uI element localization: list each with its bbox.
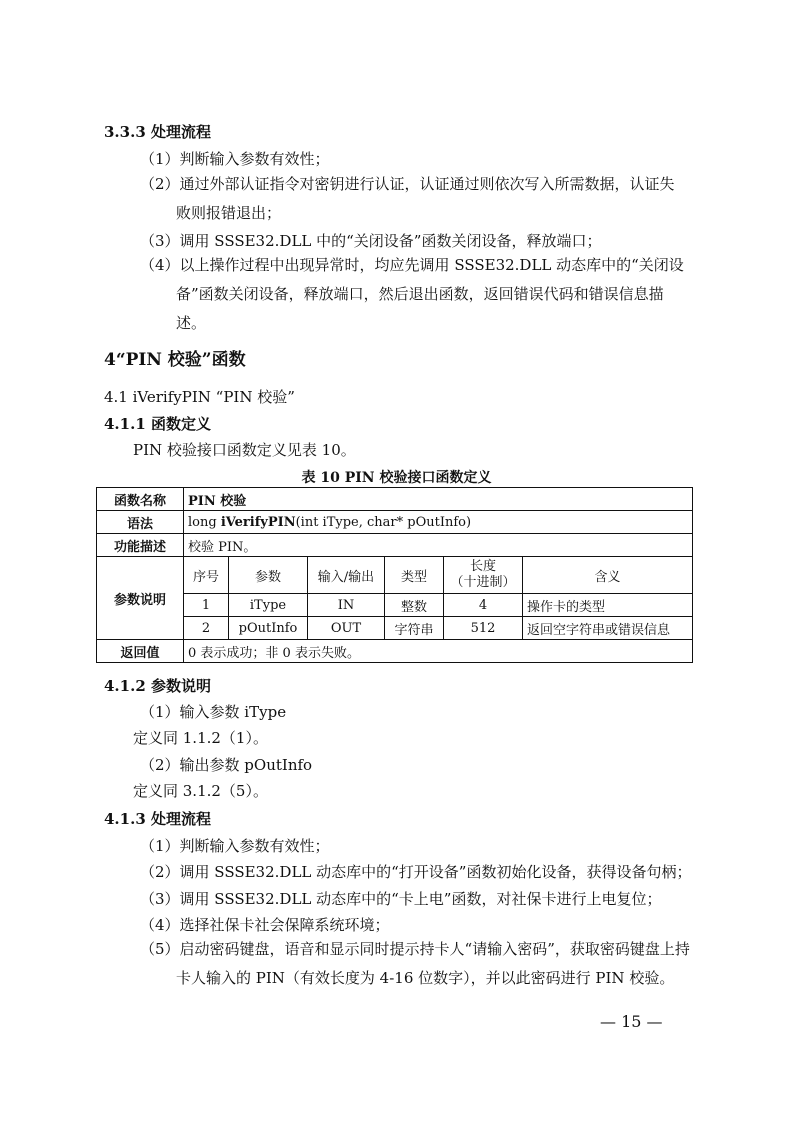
cell-io: OUT xyxy=(308,617,385,640)
table-row xyxy=(97,534,693,557)
list-item: （3）调用 SSSE32.DLL 动态库中的“卡上电”函数，对社保卡进行上电复位； xyxy=(140,890,662,908)
list-item xyxy=(140,251,685,338)
section-heading-4-1-1: 4.1.1 函数定义 xyxy=(104,415,211,433)
table-header-row xyxy=(97,557,693,594)
paragraph: （2）输出参数 pOutInfo xyxy=(140,756,313,774)
paragraph: PIN 校验接口函数定义见表 10。 xyxy=(133,441,356,459)
cell-param: pOutInfo xyxy=(229,617,308,640)
col-header-meaning: 含义 xyxy=(523,557,693,594)
cell-length: 512 xyxy=(444,617,523,640)
table-value-syntax xyxy=(184,511,693,534)
table-label-description: 功能描述 xyxy=(97,534,184,557)
list-item xyxy=(140,170,685,228)
table-row xyxy=(97,617,693,640)
section-heading-4-1-2: 4.1.2 参数说明 xyxy=(104,677,211,695)
section-heading-4-1-3: 4.1.3 处理流程 xyxy=(104,810,211,828)
chapter-heading-4: 4“PIN 校验”函数 xyxy=(104,350,246,370)
table-row xyxy=(97,511,693,534)
table-row xyxy=(97,488,693,511)
section-heading-3-3-3: 3.3.3 处理流程 xyxy=(104,123,211,141)
table-label-name: 函数名称 xyxy=(97,488,184,511)
list-item: （1）判断输入参数有效性； xyxy=(140,150,330,168)
list-item: （2）调用 SSSE32.DLL 动态库中的“打开设备”函数初始化设备，获得设备句柄； xyxy=(140,863,692,881)
table-label-return: 返回值 xyxy=(97,640,184,663)
table-caption: 表 10 PIN 校验接口函数定义 xyxy=(301,470,492,486)
table-value-name: PIN 校验 xyxy=(184,488,693,511)
table-label-syntax: 语法 xyxy=(97,511,184,534)
cell-no: 1 xyxy=(184,594,229,617)
cell-no: 2 xyxy=(184,617,229,640)
col-header-length xyxy=(444,557,523,594)
function-definition-table xyxy=(96,487,693,663)
paragraph: （1）输入参数 iType xyxy=(140,703,287,721)
table-value-return: 0 表示成功；非 0 表示失败。 xyxy=(184,640,693,663)
col-header-type: 类型 xyxy=(385,557,444,594)
section-heading-4-1: 4.1 iVerifyPIN “PIN 校验” xyxy=(104,388,295,406)
table-row xyxy=(97,594,693,617)
list-item xyxy=(140,935,700,993)
cell-length: 4 xyxy=(444,594,523,617)
page-number: — 15 — xyxy=(600,1012,663,1031)
list-item-text: （5）启动密码键盘，语音和显示同时提示持卡人“请输入密码”，获取密码键盘上持卡人输入的 PIN（有效长度为 4-16 位数字），并以此密码进行 PIN 校验。 xyxy=(140,940,690,987)
col-header-io: 输入/输出 xyxy=(308,557,385,594)
col-header-no: 序号 xyxy=(184,557,229,594)
list-item: （3）调用 SSSE32.DLL 中的“关闭设备”函数关闭设备，释放端口； xyxy=(140,232,602,250)
list-item-text: （4）以上操作过程中出现异常时，均应先调用 SSSE32.DLL 动态库中的“关闭设备”函数关闭设备，释放端口，然后退出函数，返回错误代码和错误信息描述。 xyxy=(140,256,684,332)
table-row xyxy=(97,640,693,663)
table-label-params: 参数说明 xyxy=(97,557,184,640)
col-header-param: 参数 xyxy=(229,557,308,594)
syntax-function-name: iVerifyPIN xyxy=(220,514,296,530)
table-value-description: 校验 PIN。 xyxy=(184,534,693,557)
syntax-prefix: long xyxy=(188,514,221,530)
col-header-length-line2: （十进制） xyxy=(450,575,516,590)
paragraph: 定义同 3.1.2（5）。 xyxy=(133,782,268,800)
cell-meaning: 操作卡的类型 xyxy=(523,594,693,617)
syntax-suffix: (int iType, char* pOutInfo) xyxy=(295,514,472,530)
cell-io: IN xyxy=(308,594,385,617)
list-item-text: （2）通过外部认证指令对密钥进行认证，认证通过则依次写入所需数据，认证失败则报错退出； xyxy=(140,175,675,222)
list-item: （4）选择社保卡社会保障系统环境； xyxy=(140,916,390,934)
cell-meaning: 返回空字符串或错误信息 xyxy=(523,617,693,640)
cell-type: 整数 xyxy=(385,594,444,617)
cell-type: 字符串 xyxy=(385,617,444,640)
cell-param: iType xyxy=(229,594,308,617)
list-item: （1）判断输入参数有效性； xyxy=(140,837,330,855)
paragraph: 定义同 1.1.2（1）。 xyxy=(133,729,268,747)
col-header-length-line1: 长度 xyxy=(469,559,496,574)
